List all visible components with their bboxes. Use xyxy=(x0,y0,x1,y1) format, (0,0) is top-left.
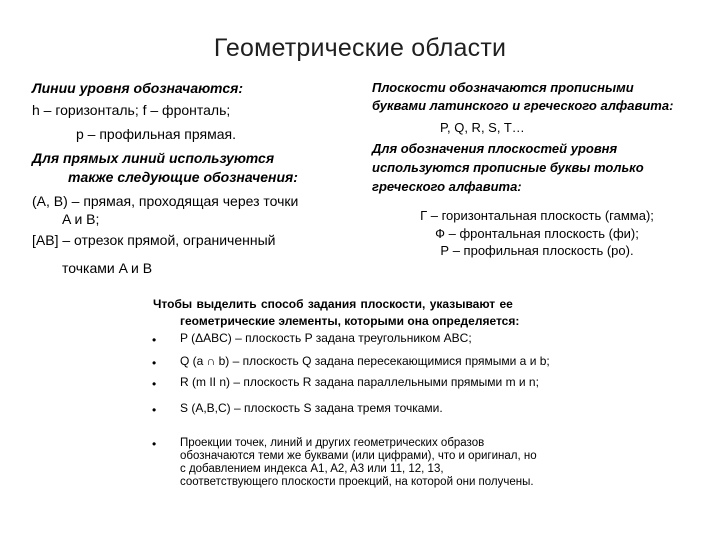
left-line-a-and-b: A и B; xyxy=(62,211,100,227)
right-line-frontal-plane: Ф – фронтальная плоскость (фи); xyxy=(435,226,639,241)
bottom-item-parallel-lines: R (m II n) – плоскость R задана параллельными прямыми m и n; xyxy=(180,375,539,389)
slide-title: Геометрические области xyxy=(213,34,507,62)
bottom-item-intersecting-lines: Q (a ∩ b) – плоскость Q задана пересекающимися прямыми a и b; xyxy=(180,354,550,368)
left-line-straight-ab: (A, B) – прямая, проходящая через точки xyxy=(32,193,299,209)
left-line-points-ab: точками A и B xyxy=(62,260,153,276)
right-heading-planes-2: буквами латинского и греческого алфавита: xyxy=(372,98,674,113)
left-heading-line-notation-1: Для прямых линий используются xyxy=(32,150,275,166)
bullet-icon: • xyxy=(152,403,157,417)
right-heading-planes-1: Плоскости обозначаются прописными xyxy=(372,80,634,95)
left-line-segment: [AB] – отрезок прямой, ограниченный xyxy=(32,232,276,248)
bottom-item-projections-2: обозначаются теми же буквами (или цифрами), что и оригинал, но xyxy=(180,450,537,462)
bottom-item-projections-3: с добавлением индекса A1, A2, A3 или 11, 12, 13, xyxy=(180,463,444,475)
bottom-item-projections-1: Проекции точек, линий и других геометрических образов xyxy=(180,437,485,449)
left-line-profile: р – профильная прямая. xyxy=(76,126,236,142)
left-heading-level-lines: Линии уровня обозначаются: xyxy=(32,80,244,96)
right-heading-level-planes-2: используются прописные буквы только xyxy=(372,160,644,175)
right-line-horizontal-plane: Г – горизонтальная плоскость (гамма); xyxy=(420,208,654,223)
bullet-icon: • xyxy=(152,377,157,391)
bullet-icon: • xyxy=(152,356,157,370)
right-line-profile-plane: Р – профильная плоскость (ро). xyxy=(440,243,634,258)
bottom-item-projections-4: соответствующего плоскости проекций, на которой они получены. xyxy=(180,476,534,488)
right-heading-level-planes-3: греческого алфавита: xyxy=(372,179,522,194)
bottom-item-triangle: P (ΔABC) – плоскость P задана треугольником ABC; xyxy=(180,331,472,345)
left-heading-line-notation-2: также следующие обозначения: xyxy=(68,169,298,185)
right-line-plane-letters: P, Q, R, S, T… xyxy=(440,120,525,135)
bottom-intro-1: Чтобы выделить способ задания плоскости, указывают ее xyxy=(153,297,513,311)
bullet-icon: • xyxy=(152,333,157,347)
right-heading-level-planes-1: Для обозначения плоскостей уровня xyxy=(372,141,618,156)
bottom-item-three-points: S (A,B,C) – плоскость S задана тремя точками. xyxy=(180,401,443,415)
bottom-intro-2: геометрические элементы, которыми она определяется: xyxy=(180,314,520,328)
left-line-horizontal-frontal: h – горизонталь; f – фронталь; xyxy=(32,102,231,118)
bullet-icon: • xyxy=(152,437,157,451)
